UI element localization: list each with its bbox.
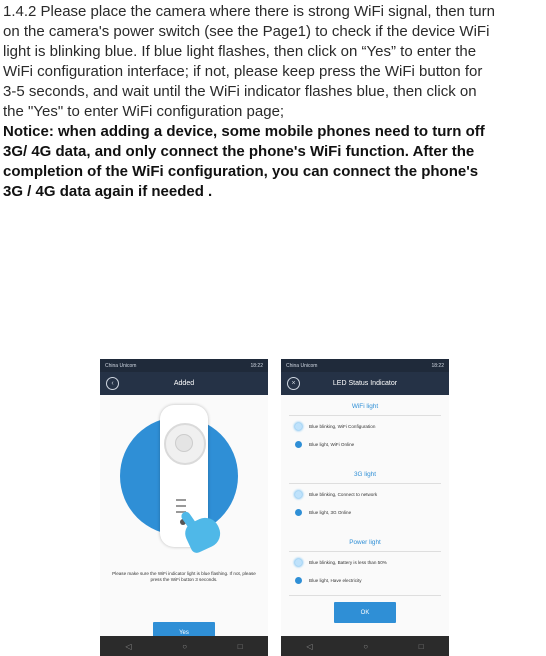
instruction-line: WiFi configuration interface; if not, please keep press the WiFi button for xyxy=(3,63,483,80)
divider xyxy=(289,551,441,552)
led-status-content xyxy=(281,395,449,636)
list-item xyxy=(295,507,445,517)
close-icon[interactable]: × xyxy=(287,377,300,390)
notice-line: completion of the WiFi configuration, you can connect the phone's xyxy=(3,163,479,180)
home-circle-icon[interactable]: ○ xyxy=(182,641,188,651)
status-text: Blue light, Have electricity xyxy=(309,577,362,583)
status-text: Blue light, WiFi Online xyxy=(309,441,355,447)
system-navigation-bar xyxy=(281,636,449,656)
back-triangle-icon[interactable]: ◁ xyxy=(125,641,132,651)
list-item xyxy=(295,421,445,431)
divider xyxy=(289,595,441,596)
status-text: Blue light, 3G Online xyxy=(309,509,352,515)
section-title-power: Power light xyxy=(349,539,381,546)
status-time: 18:22 xyxy=(431,362,444,369)
recents-square-icon[interactable]: □ xyxy=(418,641,424,651)
back-icon[interactable]: ‹ xyxy=(106,377,119,390)
solid-bulb-icon xyxy=(295,577,302,584)
list-item xyxy=(295,557,445,567)
indicator-light xyxy=(176,499,186,501)
screen-title: Added xyxy=(173,380,195,387)
notice-line: 3G / 4G data again if needed . xyxy=(3,183,213,200)
instruction-line: 3-5 seconds, and wait until the WiFi indicator flashes blue, then click on xyxy=(3,83,477,100)
instruction-line: on the camera's power switch (see the Page1) to check if the device WiFi xyxy=(3,23,490,40)
section-title-wifi: WiFi light xyxy=(351,403,379,410)
home-circle-icon[interactable]: ○ xyxy=(363,641,369,651)
ok-button[interactable]: OK xyxy=(334,602,396,623)
recents-square-icon[interactable]: □ xyxy=(237,641,243,651)
nav-bar xyxy=(100,372,268,395)
screen-title: LED Status Indicator xyxy=(332,380,398,387)
solid-bulb-icon xyxy=(295,441,302,448)
carrier-label: China Unicom xyxy=(105,362,137,369)
list-item xyxy=(295,439,445,449)
list-item xyxy=(295,575,445,585)
instruction-text: Please make sure the WiFi indicator light is blue flashing. If not, please press the WiFi button 3 seconds. xyxy=(112,571,256,582)
blinking-bulb-icon xyxy=(295,423,302,430)
instruction-line: 1.4.2 Please place the camera where there is strong WiFi signal, then turn xyxy=(3,3,495,20)
back-triangle-icon[interactable]: ◁ xyxy=(306,641,313,651)
section-title-3g: 3G light xyxy=(353,471,377,478)
nav-bar xyxy=(281,372,449,395)
solid-bulb-icon xyxy=(295,509,302,516)
divider xyxy=(289,483,441,484)
camera-lens-center xyxy=(175,434,193,452)
system-navigation-bar xyxy=(100,636,268,656)
instruction-line: light is blinking blue. If blue light flashes, then click on “Yes” to enter the xyxy=(3,43,477,60)
carrier-label: China Unicom xyxy=(286,362,318,369)
indicator-light xyxy=(176,505,186,507)
status-text: Blue blinking, WiFi Configuration xyxy=(309,423,376,429)
status-bar xyxy=(100,359,268,372)
phone-screenshot-led-status xyxy=(281,359,449,656)
divider xyxy=(289,415,441,416)
status-text: Blue blinking, Connect to network xyxy=(309,491,378,497)
status-time: 18:22 xyxy=(250,362,263,369)
blinking-bulb-icon xyxy=(295,491,302,498)
status-text: Blue blinking, Battery is less than 50% xyxy=(309,559,387,565)
list-item xyxy=(295,489,445,499)
instruction-line: the "Yes" to enter WiFi configuration page; xyxy=(3,103,285,120)
notice-line: Notice: when adding a device, some mobile phones need to turn off xyxy=(3,123,485,140)
phone-screenshot-added xyxy=(100,359,268,656)
blinking-bulb-icon xyxy=(295,559,302,566)
instruction-paragraph xyxy=(3,2,543,202)
yes-button[interactable]: Yes xyxy=(153,622,215,643)
status-bar xyxy=(281,359,449,372)
notice-line: 3G/ 4G data, and only connect the phone's WiFi function. After the xyxy=(3,143,475,160)
added-screen-content xyxy=(100,395,268,636)
